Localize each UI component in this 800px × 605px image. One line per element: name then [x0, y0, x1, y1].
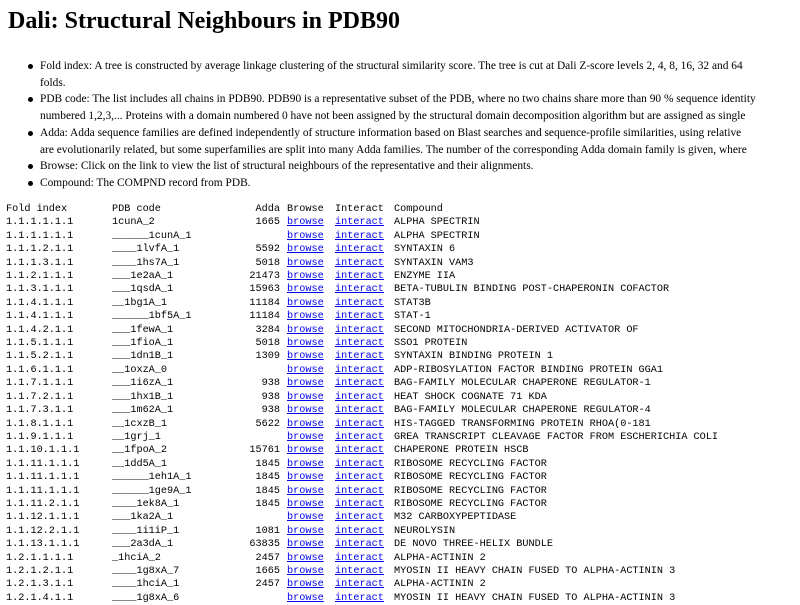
table-row: [6, 297, 718, 310]
interact-link[interactable]: interact: [335, 271, 384, 283]
browse-link[interactable]: browse: [287, 498, 324, 510]
interact-cell: [335, 283, 394, 296]
compound-cell: DE NOVO THREE-HELIX BUNDLE: [394, 539, 553, 551]
interact-link[interactable]: interact: [335, 364, 384, 376]
interact-link[interactable]: interact: [335, 338, 384, 350]
adda-cell: 1845: [255, 485, 280, 497]
bullet-compound: [0, 175, 800, 192]
browse-cell: [287, 283, 335, 296]
browse-cell: [287, 418, 335, 431]
fold-index-cell: 1.1.4.2.1.1: [6, 324, 74, 336]
interact-link[interactable]: interact: [335, 579, 384, 591]
browse-cell: [287, 257, 335, 270]
adda-cell: 11184: [249, 297, 280, 309]
fold-index-cell: 1.1.10.1.1.1: [6, 445, 80, 457]
compound-cell: ADP-RIBOSYLATION FACTOR BINDING PROTEIN GGA1: [394, 364, 663, 376]
interact-cell: [335, 538, 394, 551]
fold-index-cell: 1.1.12.2.1.1: [6, 525, 80, 537]
browse-link[interactable]: browse: [287, 552, 324, 564]
browse-link[interactable]: browse: [287, 431, 324, 443]
pdb-code-cell: __1bg1A_1: [112, 297, 168, 309]
pdb-code-cell: ____1hciA_1: [112, 579, 180, 591]
browse-cell: [287, 471, 335, 484]
interact-cell: [335, 243, 394, 256]
fold-index-cell: 1.1.5.2.1.1: [6, 351, 74, 363]
browse-cell: [287, 230, 335, 243]
pdb-code-cell: ___2a3dA_1: [112, 539, 174, 551]
compound-cell: ALPHA SPECTRIN: [394, 217, 480, 229]
interact-link[interactable]: interact: [335, 552, 384, 564]
neighbours-table: [6, 203, 718, 605]
pdb-code-cell: ______1eh1A_1: [112, 472, 192, 484]
table-row: [6, 283, 718, 296]
fold-index-cell: 1.1.3.1.1.1: [6, 284, 74, 296]
pdb-code-cell: ___1fewA_1: [112, 324, 174, 336]
interact-link[interactable]: interact: [335, 257, 384, 269]
adda-cell: 938: [261, 405, 280, 417]
bullet-text-cont: numbered 1,2,3,... Proteins with a domain numbered 0 have not been assigned by the structural domain decomposition algorithm but are assigned as single: [40, 110, 746, 123]
compound-cell: RIBOSOME RECYCLING FACTOR: [394, 472, 547, 484]
pdb-code-cell: ___1qsdA_1: [112, 284, 174, 296]
browse-cell: [287, 525, 335, 538]
interact-link[interactable]: interact: [335, 458, 384, 470]
interact-link[interactable]: interact: [335, 217, 384, 229]
bullet-text: Adda: Adda sequence families are defined independently of structure information based on Blast searches and sequence-profile similarities, using relative: [40, 126, 742, 139]
browse-cell: [287, 498, 335, 511]
browse-cell: [287, 538, 335, 551]
adda-cell: 5622: [255, 418, 280, 430]
pdb-code-cell: 1cunA_2: [112, 217, 155, 229]
table-row: [6, 578, 718, 591]
interact-cell: [335, 525, 394, 538]
fold-index-cell: 1.1.1.1.1.1: [6, 217, 74, 229]
browse-cell: [287, 243, 335, 256]
adda-cell: 3284: [255, 324, 280, 336]
table-row: [6, 324, 718, 337]
interact-cell: [335, 498, 394, 511]
pdb-code-cell: ______1ge9A_1: [112, 485, 192, 497]
fold-index-cell: 1.1.7.1.1.1: [6, 378, 74, 390]
pdb-code-cell: __1grj_1: [112, 431, 161, 443]
compound-cell: ALPHA SPECTRIN: [394, 230, 480, 242]
table-row: [6, 257, 718, 270]
pdb-code-cell: ______1bf5A_1: [112, 311, 192, 323]
header-interact: Interact: [335, 204, 384, 215]
adda-cell: 1845: [255, 498, 280, 510]
interact-cell: [335, 230, 394, 243]
interact-link[interactable]: interact: [335, 324, 384, 336]
interact-link[interactable]: interact: [335, 244, 384, 256]
interact-link[interactable]: interact: [335, 445, 384, 457]
interact-cell: [335, 310, 394, 323]
table-row: [6, 485, 718, 498]
compound-cell: MYOSIN II HEAVY CHAIN FUSED TO ALPHA-ACTININ 3: [394, 565, 676, 577]
browse-link[interactable]: browse: [287, 485, 324, 497]
browse-link[interactable]: browse: [287, 539, 324, 551]
browse-link[interactable]: browse: [287, 418, 324, 430]
table-row: [6, 552, 718, 565]
compound-cell: ALPHA-ACTININ 2: [394, 552, 486, 564]
browse-cell: [287, 431, 335, 444]
fold-index-cell: 1.1.11.1.1.1: [6, 472, 80, 484]
fold-index-cell: 1.2.1.1.1.1: [6, 552, 74, 564]
browse-cell: [287, 216, 335, 229]
pdb-code-cell: ___1e2aA_1: [112, 271, 174, 283]
fold-index-cell: 1.1.8.1.1.1: [6, 418, 74, 430]
table-row: [6, 391, 718, 404]
interact-cell: [335, 324, 394, 337]
compound-cell: MYOSIN II HEAVY CHAIN FUSED TO ALPHA-ACTININ 3: [394, 592, 676, 604]
adda-cell: [234, 431, 287, 444]
interact-link[interactable]: interact: [335, 378, 384, 390]
pdb-code-cell: ____1g8xA_7: [112, 565, 180, 577]
interact-link[interactable]: interact: [335, 539, 384, 551]
adda-cell: 5592: [255, 244, 280, 256]
browse-cell: [287, 552, 335, 565]
adda-cell: 1309: [255, 351, 280, 363]
fold-index-cell: 1.1.4.1.1.1: [6, 297, 74, 309]
pdb-code-cell: ___1m62A_1: [112, 405, 174, 417]
browse-cell: [287, 297, 335, 310]
header-fold-index: Fold index: [6, 204, 68, 215]
adda-cell: 2457: [255, 552, 280, 564]
table-row: [6, 498, 718, 511]
browse-link[interactable]: browse: [287, 472, 324, 484]
table-row: [6, 565, 718, 578]
fold-index-cell: 1.1.2.1.1.1: [6, 271, 74, 283]
browse-link[interactable]: browse: [287, 217, 324, 229]
interact-cell: [335, 458, 394, 471]
pdb-code-cell: ____1lvfA_1: [112, 244, 180, 256]
pdb-code-cell: ___1ka2A_1: [112, 512, 174, 524]
adda-cell: [234, 592, 287, 605]
bullet-text: Fold index: A tree is constructed by average linkage clustering of the structural similarity score. The tree is cut at Dali Z-score levels 2, 4, 8, 16, 32 and 64: [40, 60, 743, 72]
fold-index-cell: 1.1.1.3.1.1: [6, 257, 74, 269]
interact-link[interactable]: interact: [335, 311, 384, 323]
interact-cell: [335, 270, 394, 283]
pdb-code-cell: ___1i6zA_1: [112, 378, 174, 390]
browse-cell: [287, 404, 335, 417]
interact-cell: [335, 216, 394, 229]
table-row: [6, 525, 718, 538]
pdb-code-cell: ____1g8xA_6: [112, 592, 180, 604]
compound-cell: NEUROLYSIN: [394, 525, 456, 537]
browse-link[interactable]: browse: [287, 565, 324, 577]
table-row: [6, 364, 718, 377]
fold-index-cell: 1.1.7.2.1.1: [6, 391, 74, 403]
pdb-code-cell: __1fpoA_2: [112, 445, 168, 457]
browse-cell: [287, 578, 335, 591]
interact-link[interactable]: interact: [335, 230, 384, 242]
pdb-code-cell: ___1fioA_1: [112, 338, 174, 350]
adda-cell: 21473: [249, 271, 280, 283]
pdb-code-cell: ______1cunA_1: [112, 230, 192, 242]
compound-cell: SYNTAXIN BINDING PROTEIN 1: [394, 351, 553, 363]
interact-link[interactable]: interact: [335, 472, 384, 484]
interact-cell: [335, 404, 394, 417]
compound-cell: ALPHA-ACTININ 2: [394, 579, 486, 591]
pdb-code-cell: __1dd5A_1: [112, 458, 168, 470]
fold-index-cell: 1.1.12.1.1.1: [6, 512, 80, 524]
pdb-code-cell: ____1hs7A_1: [112, 257, 180, 269]
adda-cell: 1665: [255, 565, 280, 577]
interact-link[interactable]: interact: [335, 284, 384, 296]
browse-link[interactable]: browse: [287, 324, 324, 336]
fold-index-cell: 1.2.1.3.1.1: [6, 579, 74, 591]
header-pdb-code: PDB code: [112, 204, 161, 215]
compound-cell: SECOND MITOCHONDRIA-DERIVED ACTIVATOR OF: [394, 324, 639, 336]
help-bullet-list: [0, 58, 800, 192]
compound-cell: BAG-FAMILY MOLECULAR CHAPERONE REGULATOR-4: [394, 405, 651, 417]
adda-cell: 15963: [249, 284, 280, 296]
compound-cell: BAG-FAMILY MOLECULAR CHAPERONE REGULATOR-1: [394, 378, 651, 390]
browse-link[interactable]: browse: [287, 284, 324, 296]
interact-cell: [335, 350, 394, 363]
bullet-text: Browse: Click on the link to view the list of structural neighbours of the representative and their alignments.: [40, 160, 534, 173]
interact-link[interactable]: interact: [335, 405, 384, 417]
table-row: [6, 243, 718, 256]
interact-cell: [335, 377, 394, 390]
page-title: Dali: Structural Neighbours in PDB90: [8, 8, 401, 34]
fold-index-cell: 1.1.11.2.1.1: [6, 498, 80, 510]
compound-cell: CHAPERONE PROTEIN HSCB: [394, 445, 529, 457]
browse-cell: [287, 270, 335, 283]
interact-link[interactable]: interact: [335, 431, 384, 443]
pdb-code-cell: __1cxzB_1: [112, 418, 168, 430]
compound-cell: SSO1 PROTEIN: [394, 338, 468, 350]
bullet-text: Compound: The COMPND record from PDB.: [40, 176, 251, 189]
bullet-fold-index: [0, 58, 800, 91]
interact-cell: [335, 337, 394, 350]
browse-cell: [287, 565, 335, 578]
header-adda: Adda: [255, 204, 280, 215]
browse-link[interactable]: browse: [287, 512, 324, 524]
table-row: [6, 511, 718, 524]
header-compound: Compound: [394, 204, 443, 215]
interact-cell: [335, 431, 394, 444]
table-row: [6, 350, 718, 363]
interact-cell: [335, 444, 394, 457]
adda-cell: 5018: [255, 338, 280, 350]
adda-cell: 11184: [249, 311, 280, 323]
pdb-code-cell: ___1hx1B_1: [112, 391, 174, 403]
browse-cell: [287, 337, 335, 350]
browse-link[interactable]: browse: [287, 405, 324, 417]
interact-cell: [335, 297, 394, 310]
compound-cell: RIBOSOME RECYCLING FACTOR: [394, 498, 547, 510]
browse-cell: [287, 364, 335, 377]
fold-index-cell: 1.1.13.1.1.1: [6, 539, 80, 551]
interact-cell: [335, 364, 394, 377]
interact-link[interactable]: interact: [335, 297, 384, 309]
table-row: [6, 216, 718, 229]
table-row: [6, 337, 718, 350]
table-header-row: [6, 203, 718, 216]
fold-index-cell: 1.1.7.3.1.1: [6, 405, 74, 417]
browse-link[interactable]: browse: [287, 364, 324, 376]
table-row: [6, 230, 718, 243]
table-row: [6, 538, 718, 551]
table-row: [6, 418, 718, 431]
compound-cell: ENZYME IIA: [394, 271, 456, 283]
browse-link[interactable]: browse: [287, 579, 324, 591]
browse-link[interactable]: browse: [287, 271, 324, 283]
fold-index-cell: 1.2.1.2.1.1: [6, 565, 74, 577]
interact-cell: [335, 418, 394, 431]
bullet-browse: [0, 158, 800, 175]
browse-link[interactable]: browse: [287, 338, 324, 350]
table-row: [6, 310, 718, 323]
interact-link[interactable]: interact: [335, 565, 384, 577]
interact-link[interactable]: interact: [335, 418, 384, 430]
adda-cell: 1845: [255, 472, 280, 484]
fold-index-cell: 1.1.1.2.1.1: [6, 244, 74, 256]
browse-cell: [287, 592, 335, 605]
fold-index-cell: 1.1.6.1.1.1: [6, 364, 74, 376]
interact-link[interactable]: interact: [335, 485, 384, 497]
interact-cell: [335, 391, 394, 404]
browse-cell: [287, 444, 335, 457]
table-row: [6, 592, 718, 605]
interact-cell: [335, 592, 394, 605]
compound-cell: M32 CARBOXYPEPTIDASE: [394, 512, 517, 524]
adda-cell: 15761: [249, 445, 280, 457]
fold-index-cell: 1.1.11.1.1.1: [6, 485, 80, 497]
bullet-text-cont: folds.: [40, 76, 66, 89]
table-row: [6, 444, 718, 457]
browse-link[interactable]: browse: [287, 525, 324, 537]
pdb-code-cell: ____1ek8A_1: [112, 498, 180, 510]
fold-index-cell: 1.1.1.1.1.1: [6, 230, 74, 242]
compound-cell: RIBOSOME RECYCLING FACTOR: [394, 458, 547, 470]
table-row: [6, 458, 718, 471]
bullet-pdb-code: [0, 91, 800, 124]
compound-cell: BETA-TUBULIN BINDING POST-CHAPERONIN COFACTOR: [394, 284, 670, 296]
interact-link[interactable]: interact: [335, 498, 384, 510]
compound-cell: STAT-1: [394, 311, 431, 323]
browse-cell: [287, 391, 335, 404]
browse-cell: [287, 485, 335, 498]
interact-cell: [335, 257, 394, 270]
adda-cell: 938: [261, 391, 280, 403]
compound-cell: SYNTAXIN VAM3: [394, 257, 474, 269]
pdb-code-cell: ____1i1iP_1: [112, 525, 180, 537]
adda-cell: [234, 364, 287, 377]
browse-cell: [287, 511, 335, 524]
browse-cell: [287, 350, 335, 363]
adda-cell: 5018: [255, 257, 280, 269]
table-row: [6, 270, 718, 283]
browse-cell: [287, 324, 335, 337]
browse-link[interactable]: browse: [287, 257, 324, 269]
browse-link[interactable]: browse: [287, 458, 324, 470]
compound-cell: SYNTAXIN 6: [394, 244, 456, 256]
interact-link[interactable]: interact: [335, 525, 384, 537]
interact-cell: [335, 565, 394, 578]
interact-link[interactable]: interact: [335, 592, 384, 604]
fold-index-cell: 1.1.9.1.1.1: [6, 431, 74, 443]
bullet-text-cont: are evolutionarily related, but some superfamilies are split into many Adda families. The number of the corresponding Adda domain family is given, where: [40, 143, 747, 156]
interact-link[interactable]: interact: [335, 351, 384, 363]
browse-link[interactable]: browse: [287, 244, 324, 256]
interact-cell: [335, 471, 394, 484]
interact-cell: [335, 578, 394, 591]
pdb-code-cell: _1hciA_2: [112, 552, 161, 564]
interact-link[interactable]: interact: [335, 391, 384, 403]
browse-cell: [287, 310, 335, 323]
browse-cell: [287, 377, 335, 390]
adda-cell: 938: [261, 378, 280, 390]
compound-cell: STAT3B: [394, 297, 431, 309]
fold-index-cell: 1.1.5.1.1.1: [6, 338, 74, 350]
fold-index-cell: 1.1.11.1.1.1: [6, 458, 80, 470]
browse-link[interactable]: browse: [287, 351, 324, 363]
compound-cell: GREA TRANSCRIPT CLEAVAGE FACTOR FROM ESCHERICHIA COLI: [394, 431, 719, 443]
browse-link[interactable]: browse: [287, 230, 324, 242]
browse-link[interactable]: browse: [287, 391, 324, 403]
adda-cell: 63835: [249, 539, 280, 551]
table-row: [6, 377, 718, 390]
pdb-code-cell: ___1dn1B_1: [112, 351, 174, 363]
browse-link[interactable]: browse: [287, 378, 324, 390]
browse-link[interactable]: browse: [287, 592, 324, 604]
adda-cell: 1081: [255, 525, 280, 537]
header-browse: Browse: [287, 204, 324, 215]
adda-cell: 2457: [255, 579, 280, 591]
table-body: [6, 216, 718, 605]
interact-link[interactable]: interact: [335, 512, 384, 524]
interact-cell: [335, 552, 394, 565]
compound-cell: HIS-TAGGED TRANSFORMING PROTEIN RHOA(0-181: [394, 418, 651, 430]
fold-index-cell: 1.1.4.1.1.1: [6, 311, 74, 323]
browse-link[interactable]: browse: [287, 445, 324, 457]
fold-index-cell: 1.2.1.4.1.1: [6, 592, 74, 604]
adda-cell: [234, 230, 287, 243]
table-row: [6, 471, 718, 484]
table-row: [6, 404, 718, 417]
interact-cell: [335, 511, 394, 524]
bullet-adda: [0, 125, 800, 158]
adda-cell: 1845: [255, 458, 280, 470]
bullet-text: PDB code: The list includes all chains in PDB90. PDB90 is a representative subset of the PDB, where no two chains share more than 90 % sequence identity: [40, 93, 756, 106]
compound-cell: HEAT SHOCK COGNATE 71 KDA: [394, 391, 547, 403]
interact-cell: [335, 485, 394, 498]
browse-cell: [287, 458, 335, 471]
adda-cell: 1665: [255, 217, 280, 229]
browse-link[interactable]: browse: [287, 297, 324, 309]
adda-cell: [234, 511, 287, 524]
pdb-code-cell: __1oxzA_0: [112, 364, 168, 376]
compound-cell: RIBOSOME RECYCLING FACTOR: [394, 485, 547, 497]
table-row: [6, 431, 718, 444]
browse-link[interactable]: browse: [287, 311, 324, 323]
